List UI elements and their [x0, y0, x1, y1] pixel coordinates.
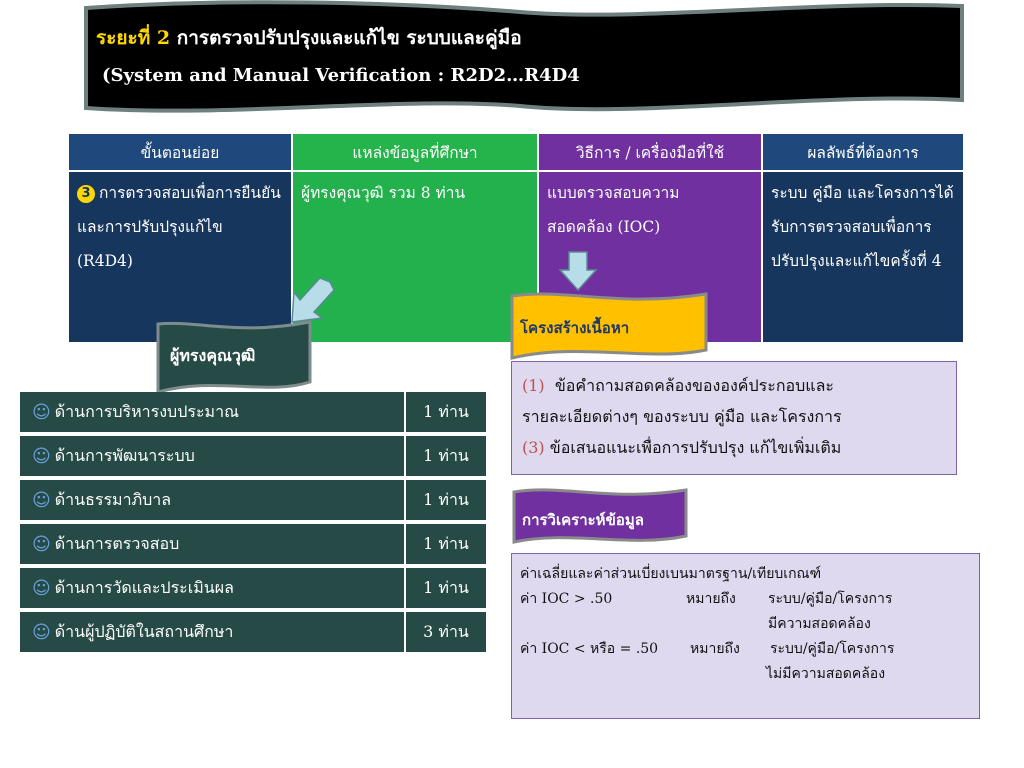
down-arrow-icon: [556, 250, 600, 292]
title-main: การตรวจปรับปรุงและแก้ไข ระบบและคู่มือ: [176, 27, 522, 49]
result-1a: ระบบ/คู่มือ/โครงการ: [768, 591, 893, 607]
expert-name: ด้านการบริหารงบประมาณ: [54, 401, 239, 421]
cell-result: [763, 172, 963, 342]
smiley-icon: ☺: [32, 533, 51, 555]
expert-name: ด้านการวัดและประเมินผล: [54, 577, 234, 597]
smiley-icon: ☺: [32, 445, 51, 467]
structure-item-3-number: (3): [522, 438, 545, 457]
expert-count: 3 ท่าน: [406, 612, 486, 652]
header-result: ผลลัพธ์ที่ต้องการ: [763, 134, 963, 170]
title-line: [96, 24, 896, 52]
ioc-condition-1: ค่า IOC > .50: [520, 591, 613, 607]
header-source: แหล่งข้อมูลที่ศึกษา: [293, 134, 537, 170]
structure-item-3-text: ข้อเสนอแนะเพื่อการปรับปรุง แก้ไขเพิ่มเติม: [549, 438, 842, 457]
structure-box: [511, 361, 957, 475]
phase-label: ระยะที่ 2: [96, 27, 171, 49]
means-label-2: หมายถึง: [690, 641, 740, 657]
step-number-badge: 3: [77, 185, 95, 203]
header-substep: ขั้นตอนย่อย: [69, 134, 291, 170]
analysis-box: [511, 553, 980, 719]
expert-count: 1 ท่าน: [406, 480, 486, 520]
expert-count: 1 ท่าน: [406, 568, 486, 608]
smiley-icon: ☺: [32, 489, 51, 511]
cell-substep: [69, 172, 291, 342]
expert-count: 1 ท่าน: [406, 436, 486, 476]
step-text: การตรวจสอบเพื่อการยืนยันและการปรับปรุงแก้ไข (R4D4): [77, 184, 281, 270]
structure-item-1: [522, 370, 946, 401]
expert-name: ด้านธรรมาภิบาล: [54, 489, 172, 509]
structure-item-1-cont: รายละเอียดต่างๆ ของระบบ คู่มือ และโครงการ: [522, 407, 842, 426]
structure-item-1-text: ข้อคำถามสอดคล้องขององค์ประกอบและ: [554, 376, 834, 395]
smiley-icon: ☺: [32, 401, 51, 423]
ioc-condition-2: ค่า IOC < หรือ = .50: [520, 641, 659, 657]
structure-item-3: [522, 432, 946, 463]
expert-count: 1 ท่าน: [406, 392, 486, 432]
expert-count: 1 ท่าน: [406, 524, 486, 564]
means-label-1: หมายถึง: [686, 591, 736, 607]
smiley-icon: ☺: [32, 577, 51, 599]
expert-row: [20, 436, 486, 476]
smiley-icon: ☺: [32, 621, 51, 643]
structure-item-1-number: (1): [522, 376, 545, 395]
analysis-label: การวิเคราะห์ข้อมูล: [522, 511, 644, 529]
expert-row: [20, 392, 486, 432]
result-1b: มีความสอดคล้อง: [768, 616, 871, 632]
result-2a: ระบบ/คู่มือ/โครงการ: [770, 641, 895, 657]
expert-row: [20, 480, 486, 520]
expert-row: [20, 524, 486, 564]
analysis-line-1: ค่าเฉลี่ยและค่าส่วนเบี่ยงเบนมาตรฐาน/เทียบเกณฑ์: [520, 566, 822, 582]
expert-row: [20, 612, 486, 652]
expert-name: ด้านการพัฒนาระบบ: [54, 445, 195, 465]
header-method: วิธีการ / เครื่องมือที่ใช้: [539, 134, 761, 170]
experts-label: ผู้ทรงคุณวุฒิ: [170, 346, 256, 365]
title-block: [96, 24, 896, 90]
source-text: ผู้ทรงคุณวุฒิ รวม 8 ท่าน: [301, 184, 466, 202]
result-text: ระบบ คู่มือ และโครงการได้รับการตรวจสอบเพื่อการปรับปรุงและแก้ไขครั้งที่ 4: [771, 184, 954, 270]
expert-row: [20, 568, 486, 608]
structure-label: โครงสร้างเนื้อหา: [520, 319, 630, 337]
expert-name: ด้านผู้ปฏิบัติในสถานศึกษา: [54, 621, 234, 641]
title-subtitle: (System and Manual Verification : R2D2…R4D4: [102, 65, 580, 86]
expert-name: ด้านการตรวจสอบ: [54, 533, 180, 553]
method-text: แบบตรวจสอบความสอดคล้อง (IOC): [547, 184, 680, 236]
result-2b: ไม่มีความสอดคล้อง: [766, 666, 886, 682]
